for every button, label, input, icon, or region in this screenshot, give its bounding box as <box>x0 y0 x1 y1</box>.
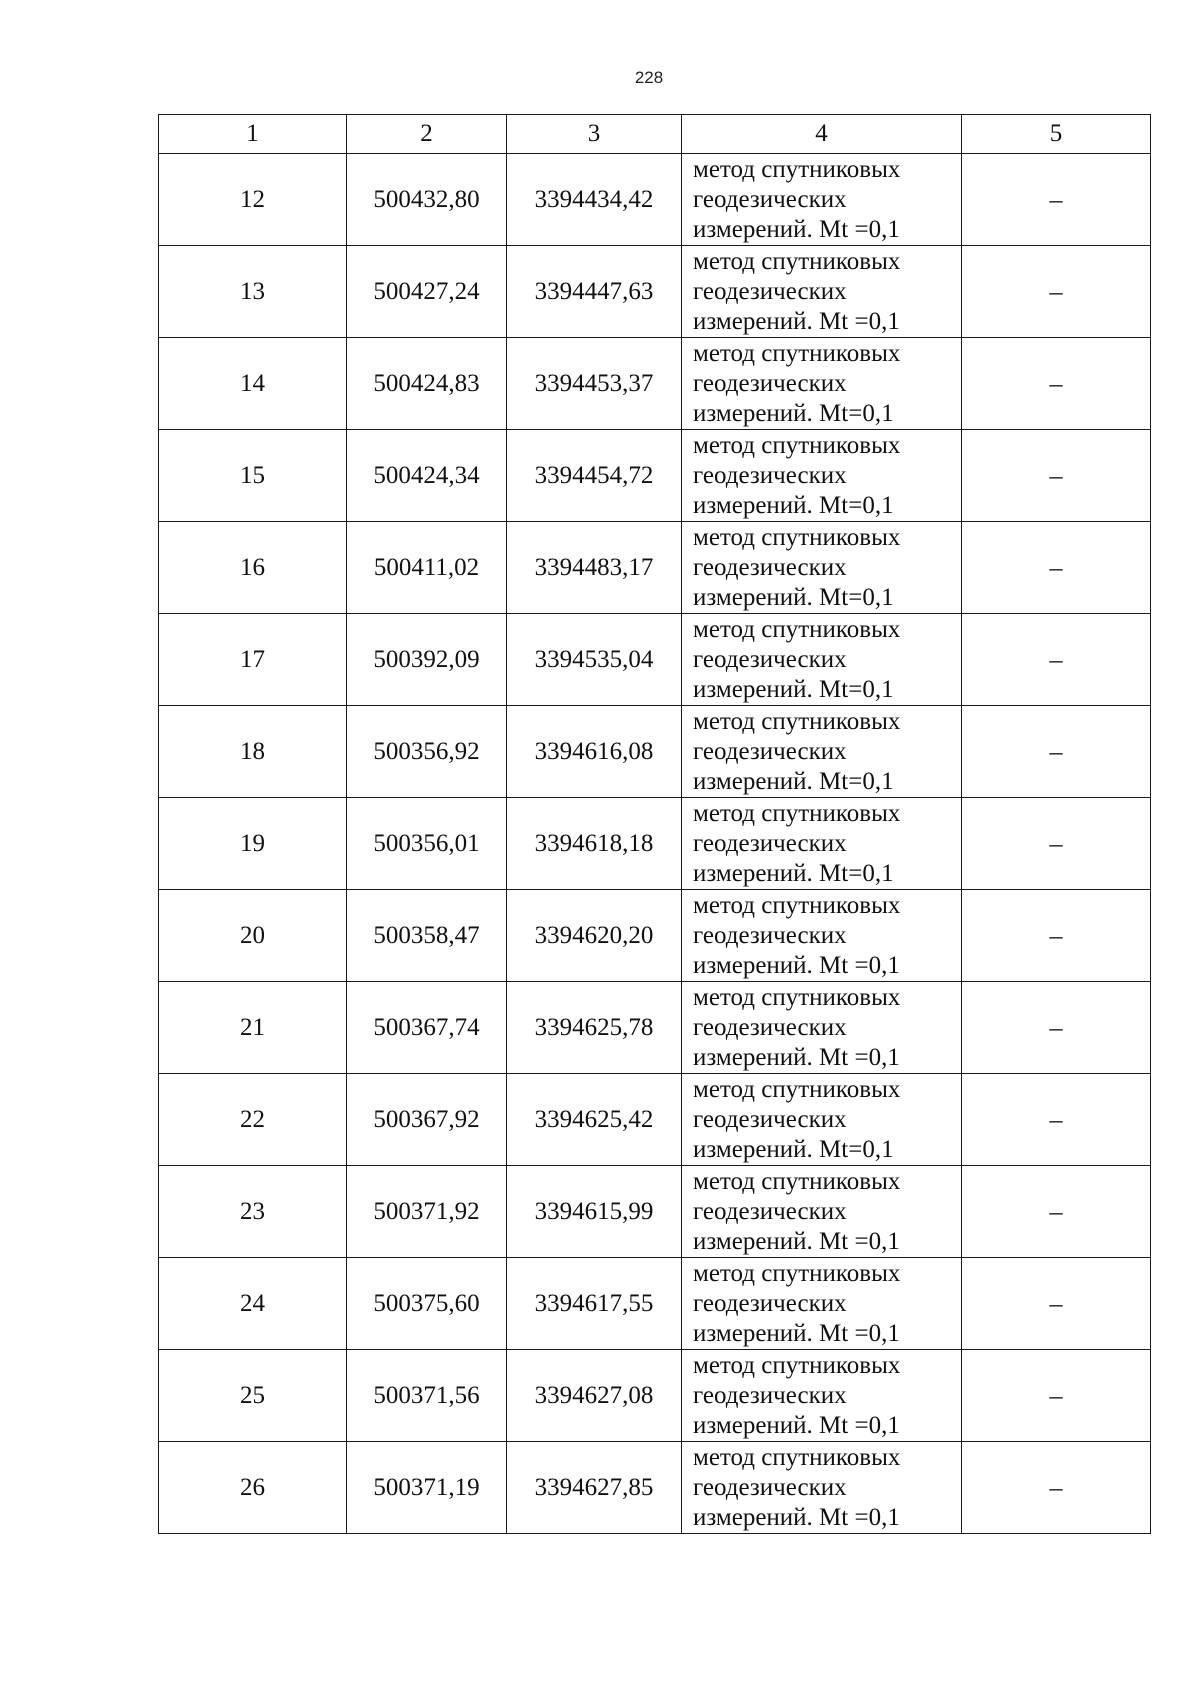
x-coordinate-cell: 500375,60 <box>347 1258 507 1350</box>
method-description-cell <box>682 154 962 246</box>
note-cell: – <box>962 798 1151 890</box>
y-coordinate-cell: 3394434,42 <box>507 154 682 246</box>
method-description-line: геодезических <box>693 1473 847 1501</box>
method-description-line: измерений. Mt=0,1 <box>693 859 894 887</box>
method-description-cell <box>682 890 962 982</box>
table-row <box>159 706 1151 798</box>
coordinates-table-container <box>158 114 1150 1534</box>
y-coordinate-cell: 3394535,04 <box>507 614 682 706</box>
note-cell: – <box>962 890 1151 982</box>
y-coordinate-cell: 3394447,63 <box>507 246 682 338</box>
x-coordinate-cell: 500356,92 <box>347 706 507 798</box>
note-cell: – <box>962 338 1151 430</box>
table-row <box>159 1350 1151 1442</box>
note-cell: – <box>962 246 1151 338</box>
table-row <box>159 1442 1151 1534</box>
x-coordinate-cell: 500427,24 <box>347 246 507 338</box>
method-description-line: измерений. Mt =0,1 <box>693 1227 900 1255</box>
method-description-line: геодезических <box>693 737 847 765</box>
table-row <box>159 246 1151 338</box>
point-number-cell: 24 <box>159 1258 347 1350</box>
method-description-line: измерений. Mt =0,1 <box>693 951 900 979</box>
point-number-cell: 13 <box>159 246 347 338</box>
x-coordinate-cell: 500392,09 <box>347 614 507 706</box>
method-description-line: измерений. Mt=0,1 <box>693 399 894 427</box>
method-description-line: геодезических <box>693 1197 847 1225</box>
table-row <box>159 430 1151 522</box>
method-description-cell <box>682 246 962 338</box>
method-description-line: метод спутниковых <box>693 523 901 551</box>
method-description-cell <box>682 1350 962 1442</box>
note-cell: – <box>962 614 1151 706</box>
table-row <box>159 1258 1151 1350</box>
y-coordinate-cell: 3394627,08 <box>507 1350 682 1442</box>
method-description-line: измерений. Mt=0,1 <box>693 1135 894 1163</box>
method-description-line: геодезических <box>693 1289 847 1317</box>
method-description-line: геодезических <box>693 185 847 213</box>
method-description-cell <box>682 706 962 798</box>
x-coordinate-cell: 500424,83 <box>347 338 507 430</box>
table-row <box>159 614 1151 706</box>
note-cell: – <box>962 1442 1151 1534</box>
method-description-line: метод спутниковых <box>693 891 901 919</box>
table-header-row <box>159 115 1151 154</box>
method-description-line: измерений. Mt =0,1 <box>693 307 900 335</box>
method-description-line: геодезических <box>693 369 847 397</box>
point-number-cell: 23 <box>159 1166 347 1258</box>
x-coordinate-cell: 500367,92 <box>347 1074 507 1166</box>
method-description-cell <box>682 1074 962 1166</box>
y-coordinate-cell: 3394615,99 <box>507 1166 682 1258</box>
method-description-line: измерений. Mt =0,1 <box>693 1503 900 1531</box>
method-description-line: геодезических <box>693 553 847 581</box>
coordinates-table <box>158 114 1151 1534</box>
table-row <box>159 982 1151 1074</box>
method-description-line: метод спутниковых <box>693 431 901 459</box>
x-coordinate-cell: 500432,80 <box>347 154 507 246</box>
x-coordinate-cell: 500371,19 <box>347 1442 507 1534</box>
y-coordinate-cell: 3394620,20 <box>507 890 682 982</box>
point-number-cell: 18 <box>159 706 347 798</box>
method-description-line: геодезических <box>693 461 847 489</box>
x-coordinate-cell: 500356,01 <box>347 798 507 890</box>
y-coordinate-cell: 3394618,18 <box>507 798 682 890</box>
method-description-cell <box>682 798 962 890</box>
method-description-line: метод спутниковых <box>693 615 901 643</box>
table-row <box>159 798 1151 890</box>
x-coordinate-cell: 500371,56 <box>347 1350 507 1442</box>
header-cell-point-number: 1 <box>159 115 347 154</box>
method-description-line: метод спутниковых <box>693 1167 901 1195</box>
method-description-line: геодезических <box>693 645 847 673</box>
method-description-line: метод спутниковых <box>693 1443 901 1471</box>
method-description-line: метод спутниковых <box>693 155 901 183</box>
note-cell: – <box>962 430 1151 522</box>
y-coordinate-cell: 3394617,55 <box>507 1258 682 1350</box>
point-number-cell: 20 <box>159 890 347 982</box>
table-body <box>159 154 1151 1534</box>
point-number-cell: 19 <box>159 798 347 890</box>
method-description-line: метод спутниковых <box>693 799 901 827</box>
x-coordinate-cell: 500367,74 <box>347 982 507 1074</box>
point-number-cell: 17 <box>159 614 347 706</box>
y-coordinate-cell: 3394616,08 <box>507 706 682 798</box>
method-description-cell <box>682 1442 962 1534</box>
method-description-line: геодезических <box>693 1381 847 1409</box>
x-coordinate-cell: 500424,34 <box>347 430 507 522</box>
table-row <box>159 890 1151 982</box>
note-cell: – <box>962 154 1151 246</box>
table-row <box>159 522 1151 614</box>
y-coordinate-cell: 3394483,17 <box>507 522 682 614</box>
y-coordinate-cell: 3394454,72 <box>507 430 682 522</box>
method-description-line: метод спутниковых <box>693 1351 901 1379</box>
note-cell: – <box>962 1258 1151 1350</box>
method-description-cell <box>682 614 962 706</box>
y-coordinate-cell: 3394453,37 <box>507 338 682 430</box>
method-description-line: геодезических <box>693 1105 847 1133</box>
method-description-line: геодезических <box>693 921 847 949</box>
header-cell-y-coordinate: 3 <box>507 115 682 154</box>
point-number-cell: 14 <box>159 338 347 430</box>
note-cell: – <box>962 1350 1151 1442</box>
method-description-line: метод спутниковых <box>693 247 901 275</box>
y-coordinate-cell: 3394627,85 <box>507 1442 682 1534</box>
point-number-cell: 22 <box>159 1074 347 1166</box>
method-description-line: измерений. Mt=0,1 <box>693 675 894 703</box>
point-number-cell: 15 <box>159 430 347 522</box>
point-number-cell: 25 <box>159 1350 347 1442</box>
method-description-cell <box>682 982 962 1074</box>
note-cell: – <box>962 982 1151 1074</box>
table-row <box>159 154 1151 246</box>
method-description-line: метод спутниковых <box>693 983 901 1011</box>
method-description-line: измерений. Mt=0,1 <box>693 583 894 611</box>
method-description-cell <box>682 338 962 430</box>
method-description-cell <box>682 1166 962 1258</box>
table-row <box>159 338 1151 430</box>
method-description-line: измерений. Mt =0,1 <box>693 1411 900 1439</box>
point-number-cell: 16 <box>159 522 347 614</box>
note-cell: – <box>962 1074 1151 1166</box>
method-description-line: измерений. Mt=0,1 <box>693 767 894 795</box>
y-coordinate-cell: 3394625,42 <box>507 1074 682 1166</box>
point-number-cell: 12 <box>159 154 347 246</box>
method-description-line: метод спутниковых <box>693 707 901 735</box>
table-row <box>159 1074 1151 1166</box>
x-coordinate-cell: 500371,92 <box>347 1166 507 1258</box>
method-description-line: измерений. Mt =0,1 <box>693 1319 900 1347</box>
note-cell: – <box>962 522 1151 614</box>
header-cell-method: 4 <box>682 115 962 154</box>
note-cell: – <box>962 1166 1151 1258</box>
method-description-line: измерений. Mt=0,1 <box>693 491 894 519</box>
header-cell-x-coordinate: 2 <box>347 115 507 154</box>
method-description-line: метод спутниковых <box>693 1075 901 1103</box>
note-cell: – <box>962 706 1151 798</box>
header-cell-note: 5 <box>962 115 1151 154</box>
x-coordinate-cell: 500411,02 <box>347 522 507 614</box>
method-description-line: геодезических <box>693 277 847 305</box>
page-number: 228 <box>634 68 664 87</box>
table-row <box>159 1166 1151 1258</box>
x-coordinate-cell: 500358,47 <box>347 890 507 982</box>
method-description-line: метод спутниковых <box>693 339 901 367</box>
y-coordinate-cell: 3394625,78 <box>507 982 682 1074</box>
method-description-line: измерений. Mt =0,1 <box>693 215 900 243</box>
method-description-line: метод спутниковых <box>693 1259 901 1287</box>
method-description-cell <box>682 430 962 522</box>
method-description-cell <box>682 522 962 614</box>
method-description-line: измерений. Mt =0,1 <box>693 1043 900 1071</box>
method-description-cell <box>682 1258 962 1350</box>
point-number-cell: 21 <box>159 982 347 1074</box>
point-number-cell: 26 <box>159 1442 347 1534</box>
method-description-line: геодезических <box>693 1013 847 1041</box>
method-description-line: геодезических <box>693 829 847 857</box>
